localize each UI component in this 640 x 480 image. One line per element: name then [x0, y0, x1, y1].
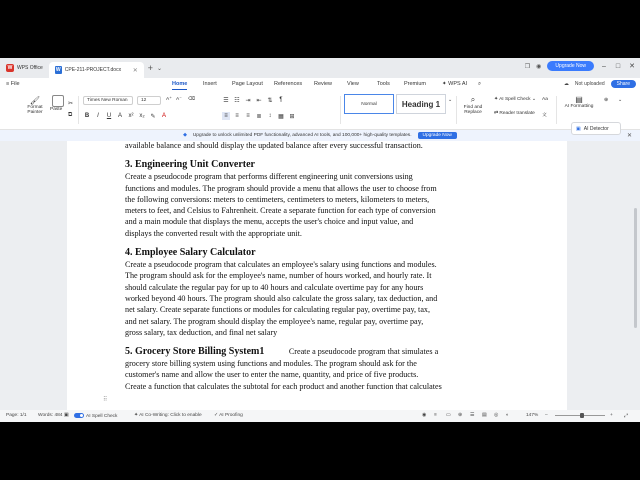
section-4-body	[125, 259, 509, 338]
window-controls	[525, 61, 640, 71]
ribbon-toolbar	[0, 92, 640, 130]
body-line: Create a pseudocode program that calculates an employee's salary using functions and modules.	[125, 260, 437, 270]
chevron-down-icon[interactable]: ⌄	[157, 65, 163, 72]
ai-formatting-button[interactable]	[560, 95, 598, 109]
body-line: functions and modules. The program should provide a menu that allows the user to choose from	[125, 183, 437, 193]
sort-icon[interactable]: ⇅	[267, 97, 273, 104]
numbering-icon[interactable]: ☷	[234, 97, 240, 104]
eye-protect-icon[interactable]: ◐	[506, 413, 509, 418]
print-layout-icon[interactable]: ▭	[446, 413, 451, 418]
notification-upgrade-button[interactable]: Upgrade Now	[418, 132, 457, 139]
format-buttons	[83, 112, 168, 120]
body-line: meters to feet, and Celsius to Fahrenheit. Create a separate function for each type of conversion	[125, 206, 436, 216]
zoom-out-icon[interactable]: –	[545, 413, 548, 418]
status-check-icon[interactable]: ▣	[64, 413, 69, 418]
file-menu-label: File	[10, 81, 20, 87]
status-bar	[0, 410, 640, 422]
font-case-icon[interactable]: Aa	[542, 97, 548, 102]
section-4-heading: 4. Employee Salary Calculator	[125, 247, 256, 259]
align-center-icon[interactable]: ≡	[235, 113, 239, 119]
menu-bar	[0, 78, 640, 92]
body-line: grocery store billing system using functions and modules. The program should ask for the	[125, 359, 417, 369]
justify-icon[interactable]: ≣	[256, 113, 262, 120]
focus-mode-icon[interactable]: ◎	[494, 413, 499, 418]
tab-wps-ai-label: WPS AI	[448, 81, 468, 87]
zoom-slider-thumb[interactable]	[580, 413, 584, 418]
tab-wps-office-label: WPS Office	[17, 65, 43, 71]
word-count[interactable]: Words: 484	[38, 413, 63, 418]
align-right-icon[interactable]: ≡	[246, 113, 250, 119]
line-spacing-icon[interactable]: ↕	[268, 113, 272, 119]
intro-tail-line: available balance and should display the updated balance after every successful transaction.	[125, 141, 423, 150]
font-name-value: Times New Roman	[87, 98, 128, 103]
section-5-heading-row	[125, 345, 509, 358]
clear-format-icon[interactable]: ⌫	[188, 97, 195, 102]
close-tab-icon[interactable]: ✕	[132, 67, 138, 74]
paste-label: Paste	[50, 107, 63, 112]
body-line: The program should ask for the employee's name, number of hours worked, and hourly rate. It	[125, 271, 432, 281]
body-line: Create a function that calculates the subtotal for each product and another function that calculates	[125, 381, 442, 391]
align-buttons	[222, 112, 296, 120]
body-line: the following conversions: meters to centimeters, centimeters to meters, kilometers to meters,	[125, 194, 430, 204]
tab-view[interactable]: View	[347, 81, 359, 87]
minimize-icon[interactable]: –	[602, 62, 606, 70]
italic-icon[interactable]: I	[97, 113, 99, 119]
format-painter-label: Format Painter	[27, 105, 43, 115]
tab-document[interactable]	[49, 62, 144, 78]
font-grow-icon[interactable]: A⁺	[166, 97, 172, 102]
tab-tools[interactable]: Tools	[377, 81, 390, 87]
text-color-icon[interactable]: A	[161, 113, 166, 119]
ai-spell-check-button[interactable]: ✦ AI Spell Check ⌄	[494, 97, 536, 102]
page-indicator[interactable]: Page: 1/1	[6, 413, 27, 418]
underline-icon[interactable]: U	[106, 113, 112, 119]
cloud-icon: ☁	[563, 81, 569, 87]
tab-review[interactable]: Review	[314, 81, 333, 87]
tab-wps-office[interactable]	[0, 61, 49, 75]
font-color-icon[interactable]: A	[117, 113, 122, 119]
body-line: Create a pseudocode program that performs different engineering unit conversions using	[125, 172, 413, 182]
ribbon-divider	[78, 96, 79, 124]
paste-button[interactable]	[50, 95, 64, 112]
upgrade-now-button[interactable]: Upgrade Now	[547, 61, 594, 71]
style-normal[interactable]	[344, 94, 394, 114]
body-line: net salary. Create separate functions or modules for calculating regular pay, overtime pay, tax,	[125, 305, 431, 315]
body-line: worked beyond 40 hours. The program should also calculate the gross salary, tax deduction, and	[125, 293, 438, 303]
bullets-icon[interactable]: ☰	[223, 97, 229, 104]
body-line: customer's name and allow the user to enter the name, quantity, and price of five products.	[125, 370, 419, 380]
section-5-body	[125, 358, 509, 392]
indent-icon[interactable]: ⇥	[245, 97, 251, 104]
body-line: gross salary, tax deduction, and final net salary	[125, 327, 278, 337]
not-uploaded-status[interactable]: Not uploaded	[574, 81, 605, 87]
section-5-inline-body: Create a pseudocode program that simulates a	[288, 347, 439, 357]
find-icon: ⌕	[470, 95, 476, 104]
font-size-value: 12	[141, 98, 147, 103]
cut-icon[interactable]: ✂	[68, 101, 74, 107]
document-page[interactable]	[67, 141, 567, 410]
font-size-select[interactable]	[137, 96, 161, 105]
format-painter-button[interactable]	[24, 96, 46, 115]
body-line: and net salary. The program should display the employee's name, regular pay, overtime pay,	[125, 316, 424, 326]
align-left-icon[interactable]: ≡	[222, 112, 230, 120]
avatar-icon[interactable]: ◉	[536, 63, 542, 70]
tools-icon[interactable]: ⊕	[604, 98, 609, 103]
zoom-in-icon[interactable]: +	[610, 413, 613, 418]
ribbon-divider	[456, 96, 457, 124]
shading-icon[interactable]: ▦	[278, 113, 284, 120]
share-button[interactable]: Share	[611, 80, 636, 88]
styles-more-icon[interactable]: ⌄	[448, 98, 453, 103]
borders-icon[interactable]: ⊞	[289, 113, 295, 120]
fit-page-icon[interactable]: ⤢	[624, 414, 628, 419]
ribbon-divider	[340, 96, 341, 124]
outdent-icon[interactable]: ⇤	[256, 97, 262, 104]
ai-cowriting-status[interactable]: ✦ AI Co-Writing: Click to enable	[134, 413, 202, 418]
highlight-icon[interactable]: ✎	[150, 113, 156, 120]
tab-document-wrap	[55, 66, 121, 74]
wps-window	[0, 58, 640, 422]
read-mode-icon[interactable]: ≡	[434, 413, 437, 418]
tab-premium[interactable]: Premium	[404, 81, 427, 87]
ai-formatting-icon: ▤	[575, 95, 583, 104]
close-window-icon[interactable]: ✕	[629, 63, 635, 70]
view-mode-icon[interactable]: ◉	[422, 413, 427, 418]
restore-icon[interactable]: ❐	[524, 63, 531, 70]
vertical-scrollbar[interactable]	[634, 208, 637, 328]
section-5-heading: 5. Grocery Store Billing System1	[125, 346, 265, 358]
close-notification-icon[interactable]: ✕	[626, 133, 632, 139]
tab-document-label: CPE-211-PROJECT.docx	[64, 67, 122, 73]
reader-translate-button[interactable]: ⇄ Reader translate	[494, 111, 535, 116]
document-area	[0, 141, 640, 410]
tab-bar	[0, 58, 640, 78]
word-doc-icon: W	[55, 67, 61, 73]
maximize-icon[interactable]: □	[615, 62, 621, 70]
format-painter-icon: 🖌	[29, 96, 41, 105]
document-body[interactable]	[125, 141, 509, 392]
copy-icon[interactable]: ⧉	[68, 112, 73, 118]
toggle-switch	[74, 413, 84, 418]
tab-insert[interactable]: Insert	[203, 81, 217, 87]
translate-icon[interactable]: 文	[542, 113, 547, 118]
body-line: should calculate the regular pay for up to 40 hours and calculate overtime pay for any hours	[125, 282, 424, 292]
ai-spell-check-status-label: AI Spell Check	[86, 413, 118, 419]
section-3-body	[125, 171, 509, 239]
outline-icon[interactable]: ☰	[470, 413, 475, 418]
body-line: displays the converted result with the appropriate unit.	[125, 228, 302, 238]
menu-right-group	[564, 80, 636, 88]
subscript-icon[interactable]: x₂	[139, 113, 145, 119]
font-shrink-icon[interactable]: A⁻	[176, 97, 182, 102]
style-heading-1[interactable]	[396, 94, 446, 114]
zoom-level[interactable]: 147%	[526, 413, 539, 418]
tab-wps-ai[interactable]: ✦ WPS AI	[442, 81, 468, 87]
ai-detector-icon: ▣	[576, 125, 581, 132]
notification-text: Upgrade to unlock unlimited PDF functionality, advanced AI tools, and 100,000+ high-quality templates.	[192, 133, 412, 138]
ai-detector-button[interactable]	[571, 122, 621, 135]
ai-formatting-label: AI Formatting	[564, 104, 594, 109]
style-heading-1-label: Heading 1	[401, 99, 441, 109]
find-replace-label: Find and Replace	[463, 105, 483, 115]
ribbon-divider	[556, 96, 557, 124]
bold-icon[interactable]: B	[84, 113, 90, 119]
font-name-select[interactable]	[83, 96, 133, 105]
paste-icon	[52, 95, 64, 107]
ribbon-more-icon[interactable]: ⌄	[618, 98, 623, 103]
tab-home[interactable]: Home	[172, 81, 188, 87]
section-3-heading: 3. Engineering Unit Converter	[125, 159, 255, 171]
web-layout-icon[interactable]: ⊕	[458, 413, 463, 418]
ai-proofing-status[interactable]: ✓ AI Proofing	[214, 413, 243, 418]
ai-detector-label: AI Detector	[583, 125, 609, 132]
ai-proofing-label: AI Proofing	[219, 413, 243, 418]
new-tab-plus-icon[interactable]: +	[147, 63, 154, 73]
upgrade-notification-bar	[0, 130, 640, 141]
file-menu[interactable]: ≡ File	[6, 81, 20, 87]
wps-logo-icon: W	[7, 65, 13, 71]
show-marks-icon[interactable]: ¶	[279, 97, 283, 103]
ai-spell-check-toggle[interactable]	[74, 413, 117, 419]
reader-translate-label: Reader translate	[499, 111, 535, 116]
search-icon[interactable]: ⌕	[478, 81, 482, 87]
body-line: and a main module that displays the menu, accepts the user's choice and input value, and	[125, 217, 414, 227]
style-normal-label: Normal	[361, 101, 377, 107]
tab-page-layout[interactable]: Page Layout	[232, 81, 263, 87]
tab-references[interactable]: References	[274, 81, 303, 87]
shield-icon: ◆	[183, 133, 187, 138]
ai-cowriting-label: AI Co-Writing: Click to enable	[139, 413, 202, 418]
superscript-icon[interactable]: x²	[128, 113, 134, 119]
find-replace-button[interactable]	[460, 95, 486, 115]
pdf-icon[interactable]: ▤	[482, 413, 487, 418]
ai-spell-check-label: AI Spell Check	[499, 97, 531, 102]
drag-handle-icon[interactable]: ⠿	[103, 397, 108, 403]
list-buttons	[222, 96, 285, 104]
